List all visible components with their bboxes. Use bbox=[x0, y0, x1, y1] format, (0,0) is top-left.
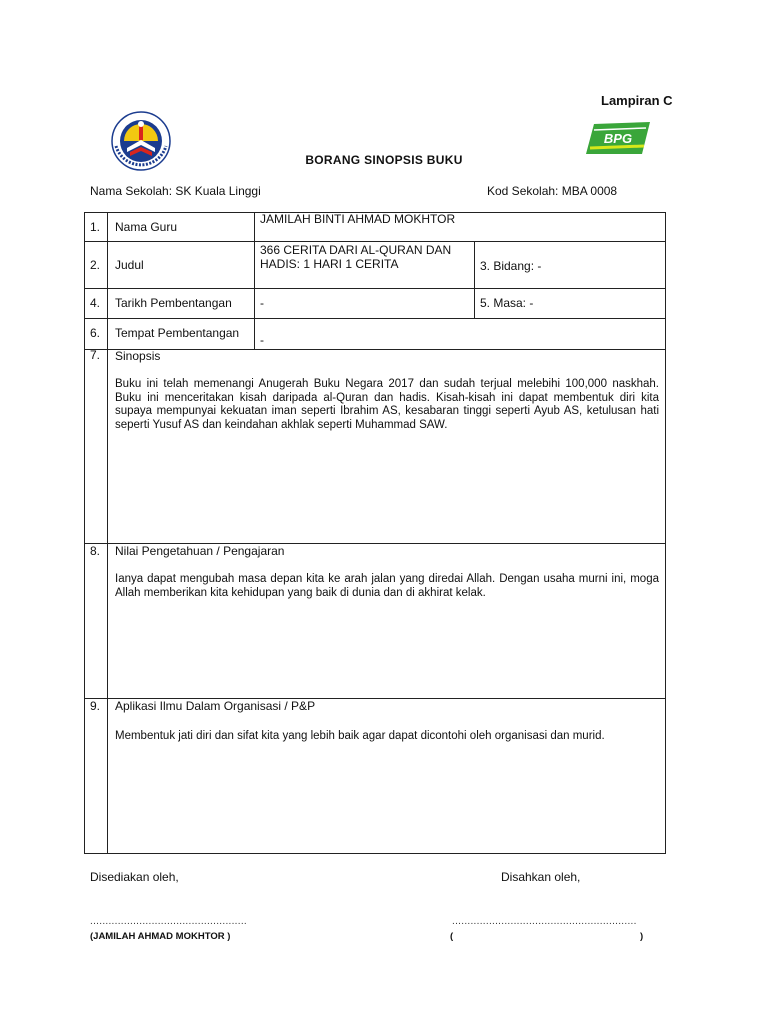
aplikasi-ilmu-text: Membentuk jati diri dan sifat kita yang lebih baik agar dapat dicontohi oleh organisasi dan murid. bbox=[115, 730, 605, 742]
nilai-pengetahuan-text: Ianya dapat mengubah masa depan kita ke arah jalan yang diredai Allah. Dengan usaha murni ini, moga Allah memberikan kita kehidupan yang baik di dunia dan di akhirat kelak. bbox=[115, 573, 659, 599]
row-separator bbox=[84, 318, 666, 319]
row-label-nilai-pengetahuan: Nilai Pengetahuan / Pengajaran bbox=[115, 544, 285, 558]
row-value-bidang: 3. Bidang: - bbox=[480, 259, 542, 273]
row-label-sinopsis: Sinopsis bbox=[115, 349, 161, 363]
row-number: 6. bbox=[90, 326, 101, 340]
row-label-tempat-pembentangan: Tempat Pembentangan bbox=[115, 326, 240, 340]
kod-sekolah: Kod Sekolah: MBA 0008 bbox=[487, 184, 618, 198]
bpg-logo bbox=[584, 120, 652, 156]
extra-column-divider bbox=[474, 241, 475, 318]
row-value-judul-line2: HADIS: 1 HARI 1 CERITA bbox=[260, 257, 399, 271]
row-separator bbox=[84, 288, 666, 289]
lampiran-label: Lampiran C bbox=[601, 93, 673, 108]
bpg-logo-text: BPG bbox=[603, 131, 633, 146]
row-number: 4. bbox=[90, 296, 101, 310]
row-value-tempat: - bbox=[260, 333, 264, 347]
row-value-nama-guru: JAMILAH BINTI AHMAD MOKHTOR bbox=[260, 212, 456, 226]
number-column-divider bbox=[107, 212, 108, 854]
row-label-judul: Judul bbox=[115, 258, 144, 272]
table-border-bottom bbox=[84, 853, 666, 854]
sinopsis-text: Buku ini telah memenangi Anugerah Buku Negara 2017 dan sudah terjual melebihi 100,000 naskhah. Buku ini menceritakan kisah daripada al-Quran dan hadis. Kisah-kisah ini dapat membentuk diri kita supaya mempunyai kekuatan iman seperti Ibrahim AS, kesabaran tinggi seperti Ayub AS, ketulusan hati seperti Yusuf AS dan keindahan akhlak seperti Muhammad SAW. bbox=[115, 378, 659, 431]
form-title: BORANG SINOPSIS BUKU bbox=[305, 153, 463, 167]
row-number: 1. bbox=[90, 220, 101, 234]
label-value-divider bbox=[254, 212, 255, 349]
row-number: 2. bbox=[90, 258, 101, 272]
row-value-masa: 5. Masa: - bbox=[480, 296, 534, 310]
disediakan-label: Disediakan oleh, bbox=[90, 870, 179, 884]
row-number: 8. bbox=[90, 544, 101, 558]
approved-by-paren-close: ) bbox=[640, 931, 644, 942]
row-value-judul-line1: 366 CERITA DARI AL-QURAN DAN bbox=[260, 243, 452, 257]
row-label-nama-guru: Nama Guru bbox=[115, 220, 178, 234]
prepared-by-name: (JAMILAH AHMAD MOKHTOR ) bbox=[90, 931, 231, 942]
signature-line-right: ............................................................ bbox=[452, 916, 637, 927]
row-number: 9. bbox=[90, 699, 101, 713]
nama-sekolah: Nama Sekolah: SK Kuala Linggi bbox=[90, 184, 261, 198]
row-label-tarikh-pembentangan: Tarikh Pembentangan bbox=[115, 296, 232, 310]
table-border-right bbox=[665, 212, 666, 854]
row-label-aplikasi-ilmu: Aplikasi Ilmu Dalam Organisasi / P&P bbox=[115, 699, 316, 713]
synopsis-form-table bbox=[84, 212, 666, 854]
disahkan-label: Disahkan oleh, bbox=[501, 870, 581, 884]
table-border-left bbox=[84, 212, 85, 854]
approved-by-paren-open: ( bbox=[450, 931, 454, 942]
row-separator bbox=[84, 349, 666, 350]
row-value-tarikh: - bbox=[260, 296, 264, 310]
row-number: 7. bbox=[90, 348, 101, 362]
signature-line-left: ................................................... bbox=[90, 916, 247, 927]
row-separator bbox=[84, 241, 666, 242]
